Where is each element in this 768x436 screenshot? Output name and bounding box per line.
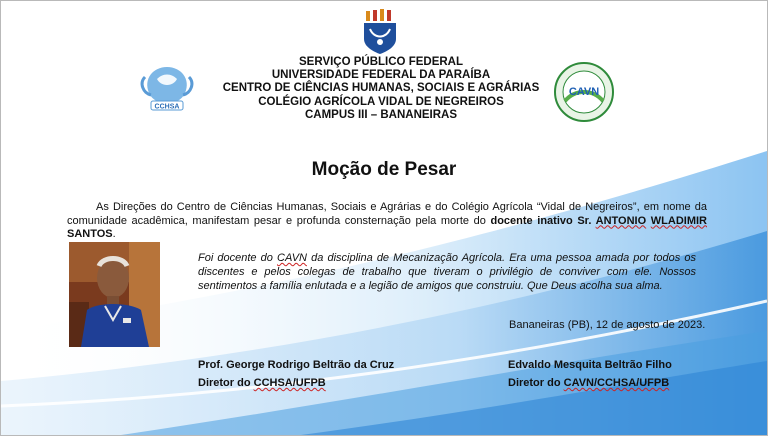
quote-part1: Foi docente do bbox=[198, 252, 278, 264]
body-text-bold: docente inativo Sr. bbox=[490, 214, 596, 227]
document-title: Moção de Pesar bbox=[311, 159, 457, 180]
header-line: SERVIÇO PÚBLICO FEDERAL bbox=[299, 56, 463, 68]
date-line: Bananeiras (PB), 12 de agosto de 2023. bbox=[509, 319, 706, 331]
role-unit: CAVN/CCHSA/UFPB bbox=[563, 377, 670, 389]
header-line: COLÉGIO AGRÍCOLA VIDAL DE NEGREIROS bbox=[258, 95, 504, 108]
cavn-logo-text: CAVN bbox=[568, 86, 600, 98]
deceased-last-name: SANTOS bbox=[67, 228, 113, 240]
ufpb-logo-icon bbox=[360, 9, 400, 55]
role-unit: CCHSA/UFPB bbox=[253, 377, 326, 389]
quote-cavn: CAVN bbox=[277, 252, 307, 264]
cchsa-logo-icon bbox=[137, 63, 197, 113]
header-line: CAMPUS III – BANANEIRAS bbox=[304, 108, 458, 121]
role-prefix: Diretor do bbox=[198, 377, 254, 389]
tribute-quote bbox=[198, 251, 696, 293]
cavn-logo-icon bbox=[553, 61, 615, 123]
signatory-name: Prof. George Rodrigo Beltrão da Cruz bbox=[198, 359, 395, 371]
condolence-paragraph bbox=[67, 201, 707, 242]
quote-part2: da disciplina de Mecanização Agrícola. Era uma pessoa amada por todos os discentes e pelos colegas de trabalho que tiveram o privilégio de conviver com ele. Nossos sentimentos a família enlutada e a legião de amigos que construiu. Que Deus acolha sua alma. bbox=[198, 252, 696, 292]
institution-header bbox=[201, 56, 561, 122]
signatory-role bbox=[508, 374, 672, 392]
deceased-middle-name: WLADIMIR bbox=[650, 214, 707, 227]
deceased-photo bbox=[69, 242, 160, 347]
role-prefix: Diretor do bbox=[508, 377, 564, 389]
signatory-name: Edvaldo Mesquita Beltrão Filho bbox=[508, 359, 672, 371]
cchsa-logo-text: CCHSA bbox=[154, 103, 180, 111]
signature-block-1 bbox=[198, 356, 394, 392]
body-text-part1: As Direções do Centro de Ciências Humanas, Sociais e Agrárias e do Colégio Agrícola “Vidal de Negreiros”, em nome da comunidade acadêmica, manifestam pesar e profunda consternação pela morte do bbox=[67, 201, 707, 227]
deceased-first-name: ANTONIO bbox=[595, 214, 647, 227]
header-line: UNIVERSIDADE FEDERAL DA PARAÍBA bbox=[271, 69, 491, 82]
signatory-role bbox=[198, 374, 394, 392]
body-text-end: . bbox=[112, 228, 116, 240]
signature-block-2 bbox=[508, 356, 672, 392]
header-line: CENTRO DE CIÊNCIAS HUMANAS, SOCIAIS E AGRÁRIAS bbox=[222, 82, 540, 95]
